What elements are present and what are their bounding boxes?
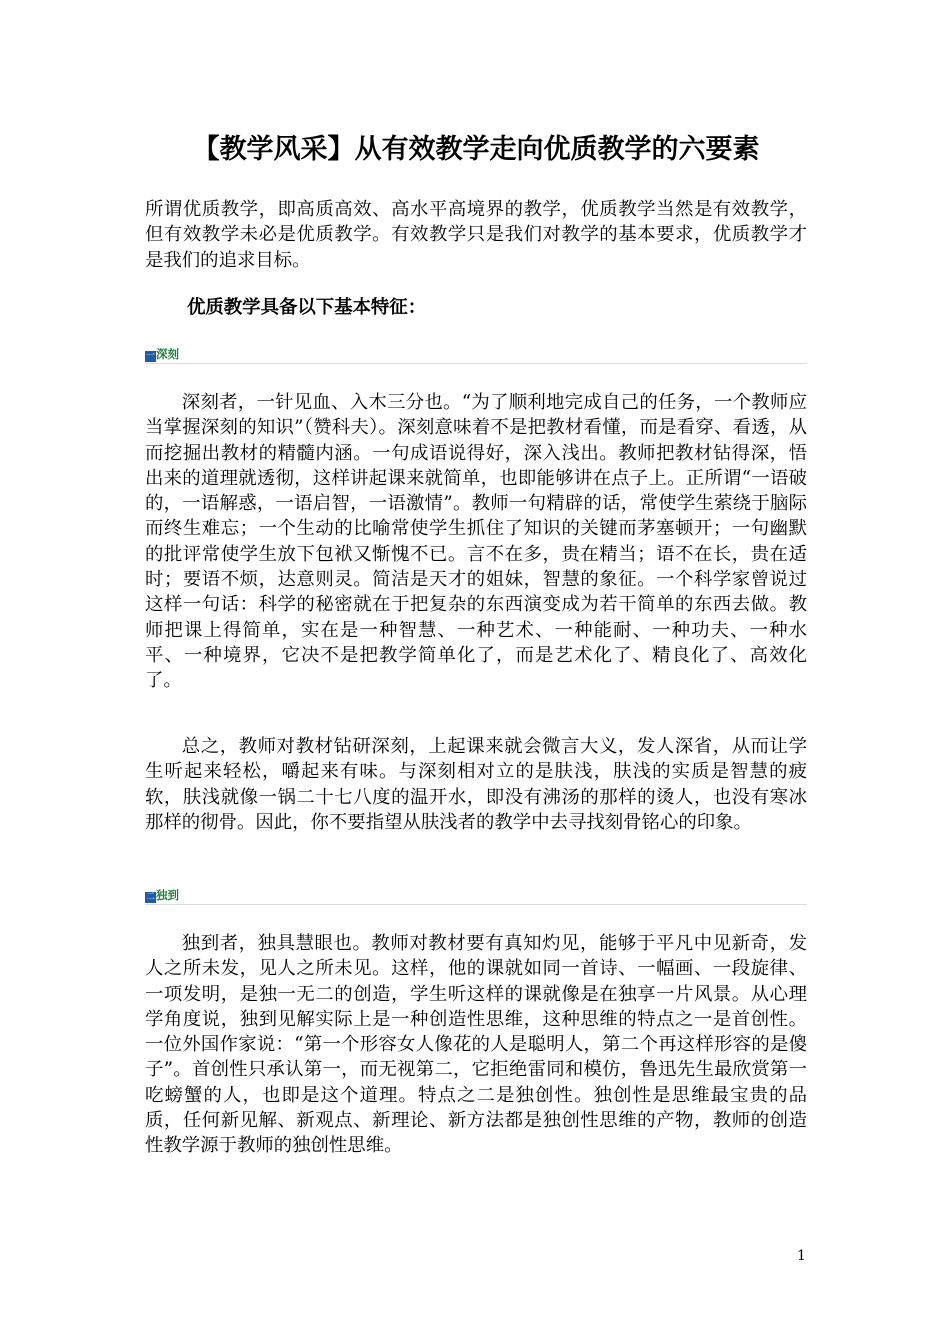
section-label: 独到 <box>156 887 179 902</box>
section-2-paragraph-1: 独到者，独具慧眼也。教师对教材要有真知灼见，能够于平凡中见新奇，发人之所未发，见人之所未见。这样，他的课就如同一首诗、一幅画、一段旋律、一项发明，是独一无二的创造，学生听这样的课就像是在独享一片风景。从心理学角度说，独到见解实际上是一种创造性思维，这种思维的特点之一是首创性。一位外国作家说：“第一个形容女人像花的人是聪明人，第二个再这样形容的是傻子”。首创性只承认第一，而无视第二，它拒绝雷同和模仿，鲁迅先生最欣赏第一吃螃蟹的人，也即是这个道理。特点之二是独创性。独创性是思维最宝贵的品质，任何新见解、新观点、新理论、新方法都是独创性思维的产物，教师的创造性教学源于教师的独创性思维。 <box>145 933 807 1157</box>
section-number-badge: 一 <box>145 351 155 361</box>
page-number: 1 <box>797 1248 806 1264</box>
section-1-paragraph-2: 总之，教师对教材钻研深刻，上起课来就会微言大义，发人深省，从而让学生听起来轻松，嚼起来有味。与深刻相对立的是肤浅，肤浅的实质是智慧的疲软，肤浅就像一锅二十七八度的温开水，即没有沸汤的那样的烫人，也没有寒冰那样的彻骨。因此，你不要指望从肤浅者的教学中去寻找刻骨铭心的印象。 <box>145 736 807 833</box>
section-heading-2 <box>145 884 807 905</box>
section-label: 深刻 <box>156 346 179 361</box>
section-1-paragraph-1: 深刻者，一针见血、入木三分也。“为了顺利地完成自己的任务，一个教师应当掌握深刻的知识”（赞科夫）。深刻意味着不是把教材看懂，而是看穿、看透，从而挖掘出教材的精髓内涵。一句成语说得好，深入浅出。教师把教材钻得深，悟出来的道理就透彻，这样讲起课来就简单，也即能够讲在点子上。正所谓“一语破的，一语解惑，一语启智，一语激情”。教师一句精辟的话，常使学生萦绕于脑际而终生难忘；一个生动的比喻常使学生抓住了知识的关键而茅塞顿开；一句幽默的批评常使学生放下包袱又惭愧不已。言不在多，贵在精当；语不在长，贵在适时；要语不烦，达意则灵。简洁是天才的姐妹，智慧的象征。一个科学家曾说过这样一句话：科学的秘密就在于把复杂的东西演变成为若干简单的东西去做。教师把课上得简单，实在是一种智慧、一种艺术、一种能耐、一种功夫、一种水平、一种境界，它决不是把教学简单化了，而是艺术化了、精良化了、高效化了。 <box>145 392 807 692</box>
section-number-badge: 二 <box>145 892 155 902</box>
subheading: 优质教学具备以下基本特征： <box>187 297 427 318</box>
intro-paragraph: 所谓优质教学，即高质高效、高水平高境界的教学，优质教学当然是有效教学，但有效教学未必是优质教学。有效教学只是我们对教学的基本要求，优质教学才是我们的追求目标。 <box>145 199 807 271</box>
document-title: 【教学风采】从有效教学走向优质教学的六要素 <box>192 134 760 165</box>
section-heading-1 <box>145 343 807 364</box>
